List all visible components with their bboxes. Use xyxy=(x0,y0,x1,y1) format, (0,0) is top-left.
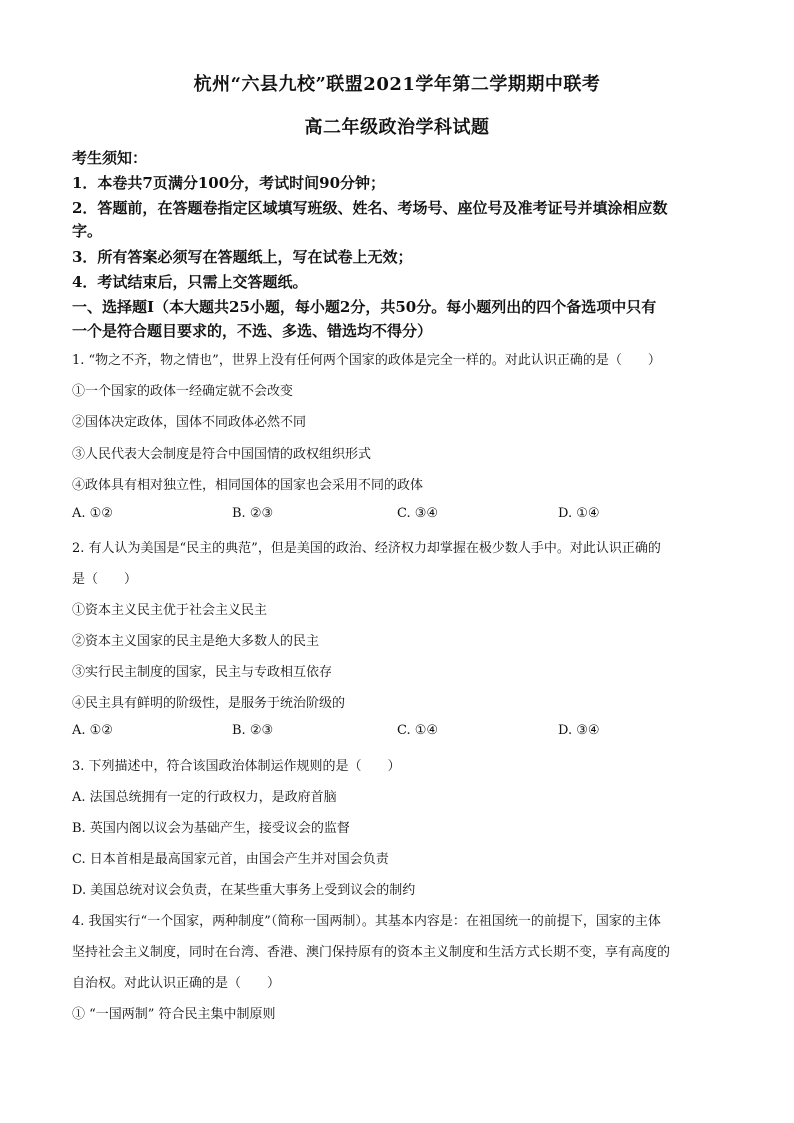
notice-item: 2．答题前，在答题卷指定区域填写班级、姓名、考场号、座位号及准考证号并填涂相应数 xyxy=(72,199,668,217)
question-2-stem: 2. 有人认为美国是“民主的典范”，但是美国的政治、经济权力却掌握在极少数人手中。对此认识正确的 xyxy=(72,541,661,556)
exam-subtitle: 高二年级政治学科试题 xyxy=(304,117,490,138)
notice-item: 字。 xyxy=(72,222,103,240)
question-2-statement: ③实行民主制度的国家，民主与专政相互依存 xyxy=(72,665,333,680)
question-4-statement: ① “一国两制” 符合民主集中制原则 xyxy=(72,1007,276,1022)
question-1-statement: ④政体具有相对独立性，相同国体的国家也会采用不同的政体 xyxy=(72,478,424,493)
question-4-stem-cont: 坚持社会主义制度，同时在台湾、香港、澳门保持原有的资本主义制度和生活方式长期不变，享有高度的 xyxy=(72,945,671,960)
question-3-option: D. 美国总统对议会负责，在某些重大事务上受到议会的制约 xyxy=(72,883,416,898)
option-d: D. ③④ xyxy=(558,723,600,738)
question-2-stem-cont: 是（ ） xyxy=(72,572,138,587)
option-b: B. ②③ xyxy=(232,506,274,521)
question-4-stem: 4. 我国实行“一个国家，两种制度”（简称一国两制）。其基本内容是：在祖国统一的前提下，国家的主体 xyxy=(72,914,661,929)
exam-title: 杭州“六县九校”联盟2021学年第二学期期中联考 xyxy=(193,74,601,95)
question-4-stem-cont: 自治权。对此认识正确的是（ ） xyxy=(72,976,281,991)
question-3-option: C. 日本首相是最高国家元首，由国会产生并对国会负责 xyxy=(72,852,389,867)
question-2-statement: ①资本主义民主优于社会主义民主 xyxy=(72,603,268,618)
question-1-statement: ③人民代表大会制度是符合中国国情的政权组织形式 xyxy=(72,447,372,462)
notice-item: 3．所有答案必须写在答题纸上，写在试卷上无效； xyxy=(72,248,413,266)
question-2-statement: ②资本主义国家的民主是绝大多数人的民主 xyxy=(72,634,320,649)
question-3-option: A. 法国总统拥有一定的行政权力，是政府首脑 xyxy=(72,790,337,805)
question-1-statement: ②国体决定政体，国体不同政体必然不同 xyxy=(72,415,307,430)
section-heading-cont: 一个是符合题目要求的，不选、多选、错选均不得分） xyxy=(72,322,433,340)
option-a: A. ①② xyxy=(72,723,113,738)
question-1-stem: 1. “物之不齐，物之情也”，世界上没有任何两个国家的政体是完全一样的。对此认识正确的是（ ） xyxy=(72,353,661,368)
question-2-options xyxy=(72,723,722,743)
option-c: C. ①④ xyxy=(397,723,439,738)
notice-heading: 考生须知： xyxy=(72,149,148,167)
option-d: D. ①④ xyxy=(558,506,600,521)
question-2-statement: ④民主具有鲜明的阶级性，是服务于统治阶级的 xyxy=(72,696,346,711)
question-3-option: B. 英国内阁以议会为基础产生，接受议会的监督 xyxy=(72,821,350,836)
option-a: A. ①② xyxy=(72,506,113,521)
question-3-stem: 3. 下列描述中，符合该国政治体制运作规则的是（ ） xyxy=(72,759,401,774)
option-c: C. ③④ xyxy=(397,506,439,521)
section-heading: 一、选择题Ⅰ（本大题共25小题，每小题2分，共50分。每小题列出的四个备选项中只有 xyxy=(72,298,657,316)
notice-item: 1．本卷共7页满分100分，考试时间90分钟； xyxy=(72,174,386,192)
option-b: B. ②③ xyxy=(232,723,274,738)
question-1-options xyxy=(72,506,722,526)
question-1-statement: ①一个国家的政体一经确定就不会改变 xyxy=(72,384,294,399)
notice-item: 4．考试结束后，只需上交答题纸。 xyxy=(72,273,308,291)
